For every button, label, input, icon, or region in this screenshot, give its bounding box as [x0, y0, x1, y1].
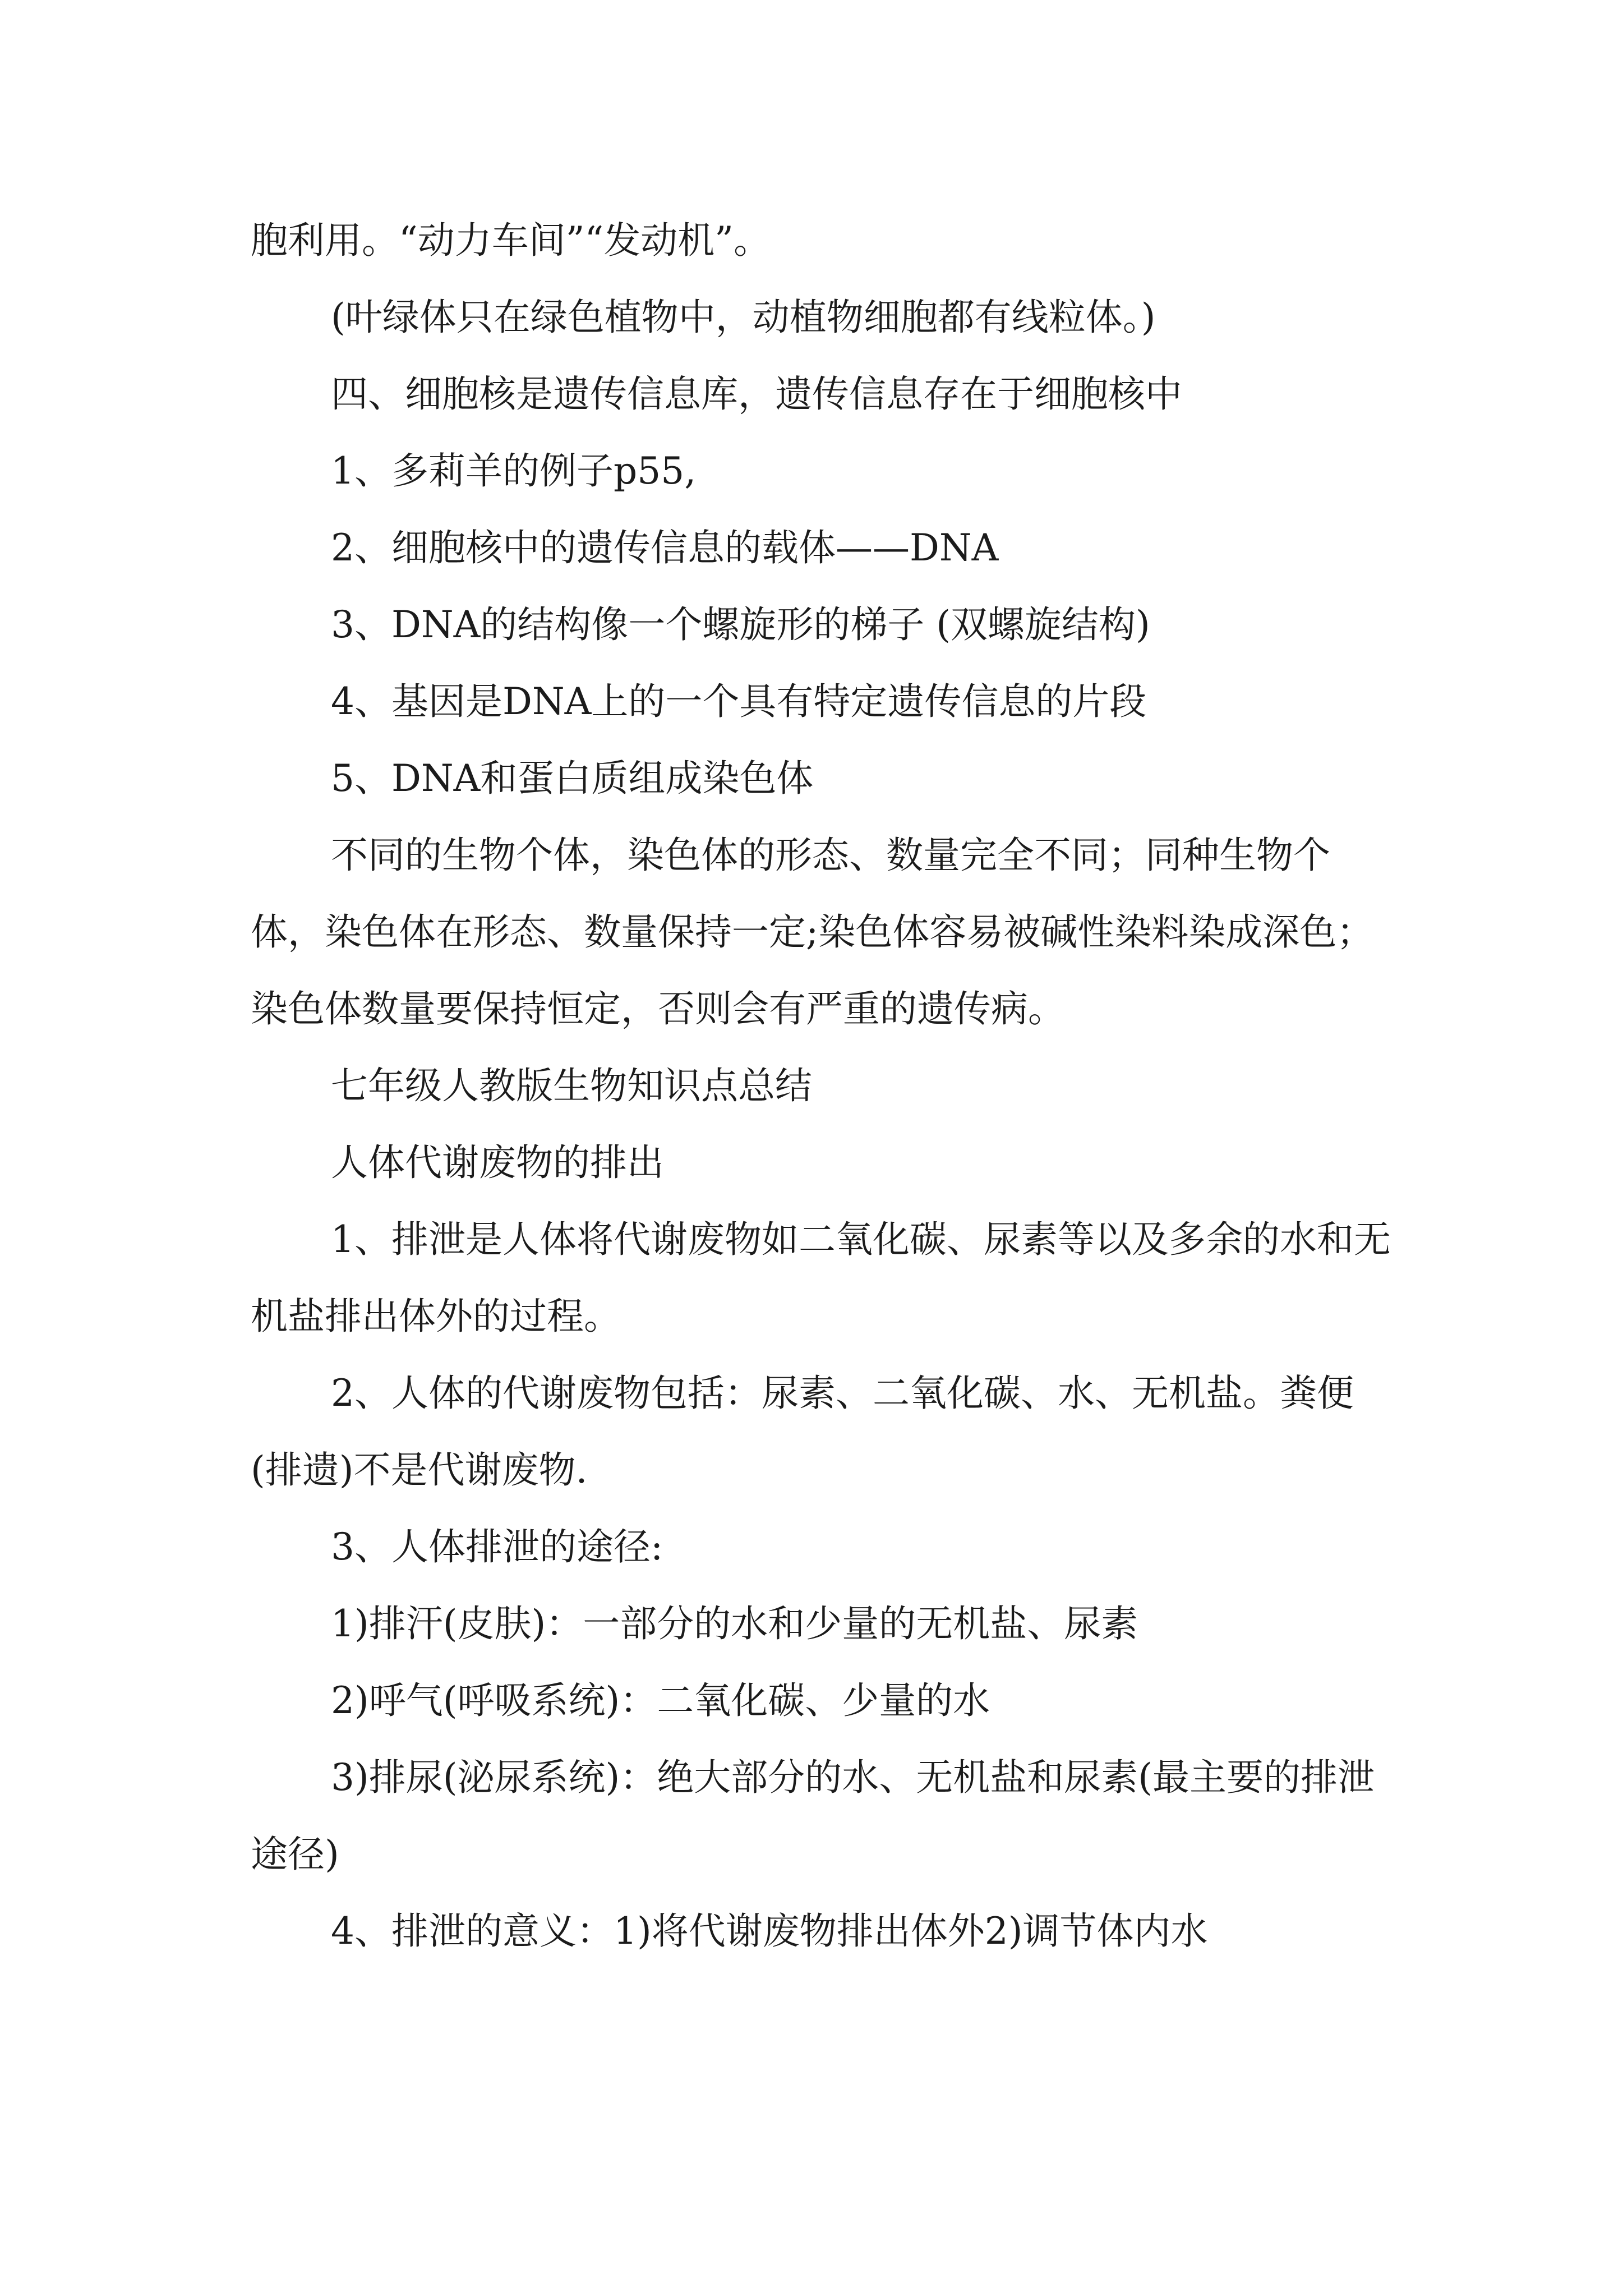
list-item: 4、排泄的意义：1)将代谢废物排出体外2)调节体内水 — [331, 1910, 1208, 1953]
document-body — [251, 202, 1398, 1970]
list-item: 1)排汗(皮肤)：一部分的水和少量的无机盐、尿素 — [331, 1602, 1138, 1645]
list-item: 2)呼气(呼吸系统)：二氧化碳、少量的水 — [331, 1679, 990, 1722]
list-item: 4、基因是DNA上的一个具有特定遗传信息的片段 — [331, 680, 1147, 723]
paragraph: 胞利用。“动力车间”“发动机”。 — [251, 219, 771, 262]
list-item: 5、DNA和蛋白质组成染色体 — [331, 757, 814, 800]
list-item: 1、排泄是人体将代谢废物如二氧化碳、尿素等以及多余的水和无机盐排出体外的过程。 — [251, 1218, 1391, 1338]
list-item: 3、人体排泄的途径: — [331, 1525, 663, 1568]
section-heading: 人体代谢废物的排出 — [331, 1141, 664, 1184]
list-item: 2、细胞核中的遗传信息的载体——DNA — [331, 526, 999, 569]
paragraph: 不同的生物个体，染色体的形态、数量完全不同；同种生物个体，染色体在形态、数量保持一定;染色体容易被碱性染料染成深色；染色体数量要保持恒定，否则会有严重的遗传病。 — [251, 834, 1374, 1030]
section-heading: 四、细胞核是遗传信息库，遗传信息存在于细胞核中 — [331, 372, 1182, 416]
section-title: 七年级人教版生物知识点总结 — [331, 1064, 812, 1107]
list-item: 2、人体的代谢废物包括：尿素、二氧化碳、水、无机盐。粪便(排遗)不是代谢废物. — [251, 1372, 1354, 1492]
list-item: 1、多莉羊的例子p55, — [331, 449, 697, 493]
paragraph: (叶绿体只在绿色植物中，动植物细胞都有线粒体。) — [331, 296, 1156, 339]
list-item: 3)排尿(泌尿系统)：绝大部分的水、无机盐和尿素(最主要的排泄途径) — [251, 1756, 1375, 1876]
list-item: 3、DNA的结构像一个螺旋形的梯子 (双螺旋结构) — [331, 603, 1150, 646]
